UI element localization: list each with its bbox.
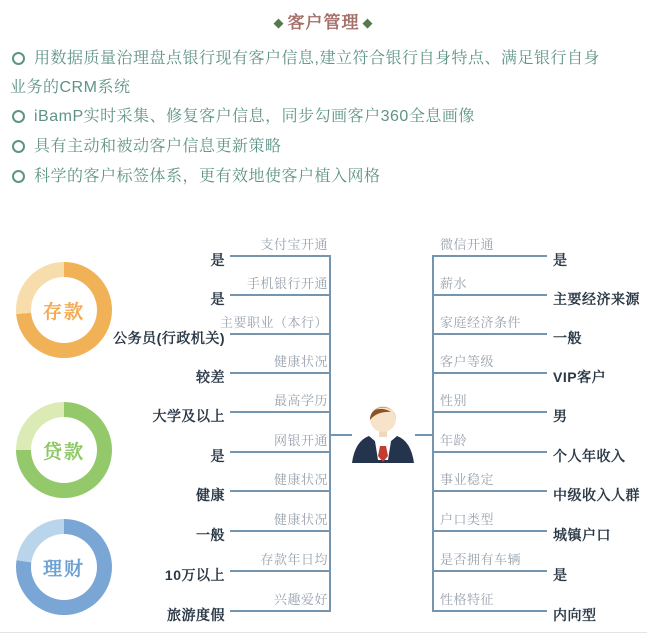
left-branch-line [230,333,330,335]
left-attribute-label: 最高学历 [273,393,328,408]
right-branch-line [433,451,547,453]
left-branch-line [230,255,330,257]
page-title [0,8,647,33]
right-attribute-value: 一般 [553,330,582,346]
bullet-text: 具有主动和被动客户信息更新策略 [34,138,282,155]
right-attribute-label: 事业稳定 [440,472,495,487]
bullet-text: 科学的客户标签体系，更有效地使客户植入网格 [34,168,381,185]
left-attribute-label: 手机银行开通 [246,276,328,291]
donut-ring-1 [16,262,112,358]
left-branch-line [230,490,330,492]
right-branch-line [433,333,547,335]
bullet-circle-icon [12,52,25,65]
right-attribute-value: 主要经济来源 [553,291,640,307]
right-branch-line [433,530,547,532]
left-attribute-value: 是 [210,291,225,307]
right-attribute-value: VIP客户 [553,369,607,385]
donut-hole [31,277,97,343]
left-attribute-value: 10万以上 [164,567,225,583]
right-attribute-value: 城镇户口 [553,527,611,543]
left-attribute-value: 健康 [196,487,225,503]
donut-hole [31,534,97,600]
left-attribute-label: 主要职业（本行） [219,315,328,330]
left-branch-line [230,294,330,296]
right-branch-line [433,372,547,374]
right-attribute-value: 个人年收入 [553,448,626,464]
left-attribute-value: 一般 [196,527,225,543]
bullet-text: 业务的CRM系统 [10,79,131,96]
right-attribute-label: 微信开通 [440,237,495,252]
left-attribute-value: 是 [210,448,225,464]
donut-label: 贷款 [42,441,85,463]
right-attribute-label: 性别 [440,393,468,408]
left-branch-line [230,570,330,572]
right-branch-line [433,294,547,296]
left-branch-line [230,451,330,453]
left-attribute-value: 公务员(行政机关) [113,330,225,346]
donut-label: 理财 [42,558,85,580]
left-attribute-value: 较差 [196,369,225,385]
right-attribute-label: 是否拥有车辆 [440,552,522,567]
left-attribute-label: 健康状况 [273,472,328,487]
right-attribute-label: 年龄 [440,433,468,448]
left-attribute-label: 兴趣爱好 [273,592,328,607]
left-branch-line [230,610,330,612]
left-attribute-label: 网银开通 [273,433,328,448]
donut-label: 存款 [42,301,85,323]
right-attribute-label: 家庭经济条件 [440,315,522,330]
left-attribute-label: 健康状况 [273,354,328,369]
donut-hole [31,417,97,483]
right-attribute-label: 户口类型 [440,512,495,527]
right-attribute-label: 薪水 [440,276,468,291]
page-title-text: 客户管理 [287,13,360,32]
right-branch-line [433,255,547,257]
right-branch-line [433,411,547,413]
right-attribute-label: 性格特征 [440,592,495,607]
right-attribute-value: 内向型 [553,607,597,623]
left-branch-line [230,372,330,374]
right-attribute-value: 男 [553,408,568,424]
bullet-circle-icon [12,110,25,123]
right-attribute-value: 中级收入人群 [553,487,640,503]
businessman-avatar-icon [347,403,419,463]
donut-ring-3 [16,519,112,615]
right-attribute-value: 是 [553,567,568,583]
left-branch-line [230,411,330,413]
diamond-icon-right: ◆ [362,15,374,30]
bullet-text: 用数据质量治理盘点银行现有客户信息,建立符合银行自身特点、满足银行自身 [34,50,600,67]
bullet-text: iBamP实时采集、修复客户信息，同步勾画客户360全息画像 [34,108,475,125]
left-attribute-label: 支付宝开通 [260,237,328,252]
left-attribute-value: 是 [210,252,225,268]
left-branch-line [230,530,330,532]
bullet-circle-icon [12,140,25,153]
right-branch-line [433,610,547,612]
right-branch-line [433,570,547,572]
donut-ring-2 [16,402,112,498]
left-attribute-value: 大学及以上 [152,408,225,424]
right-branch-line [433,490,547,492]
right-attribute-value: 是 [553,252,568,268]
left-attribute-value: 旅游度假 [167,607,225,623]
left-attribute-label: 存款年日均 [260,552,328,567]
left-attribute-label: 健康状况 [273,512,328,527]
diamond-icon-left: ◆ [273,15,285,30]
bullet-circle-icon [12,170,25,183]
right-attribute-label: 客户等级 [440,354,495,369]
